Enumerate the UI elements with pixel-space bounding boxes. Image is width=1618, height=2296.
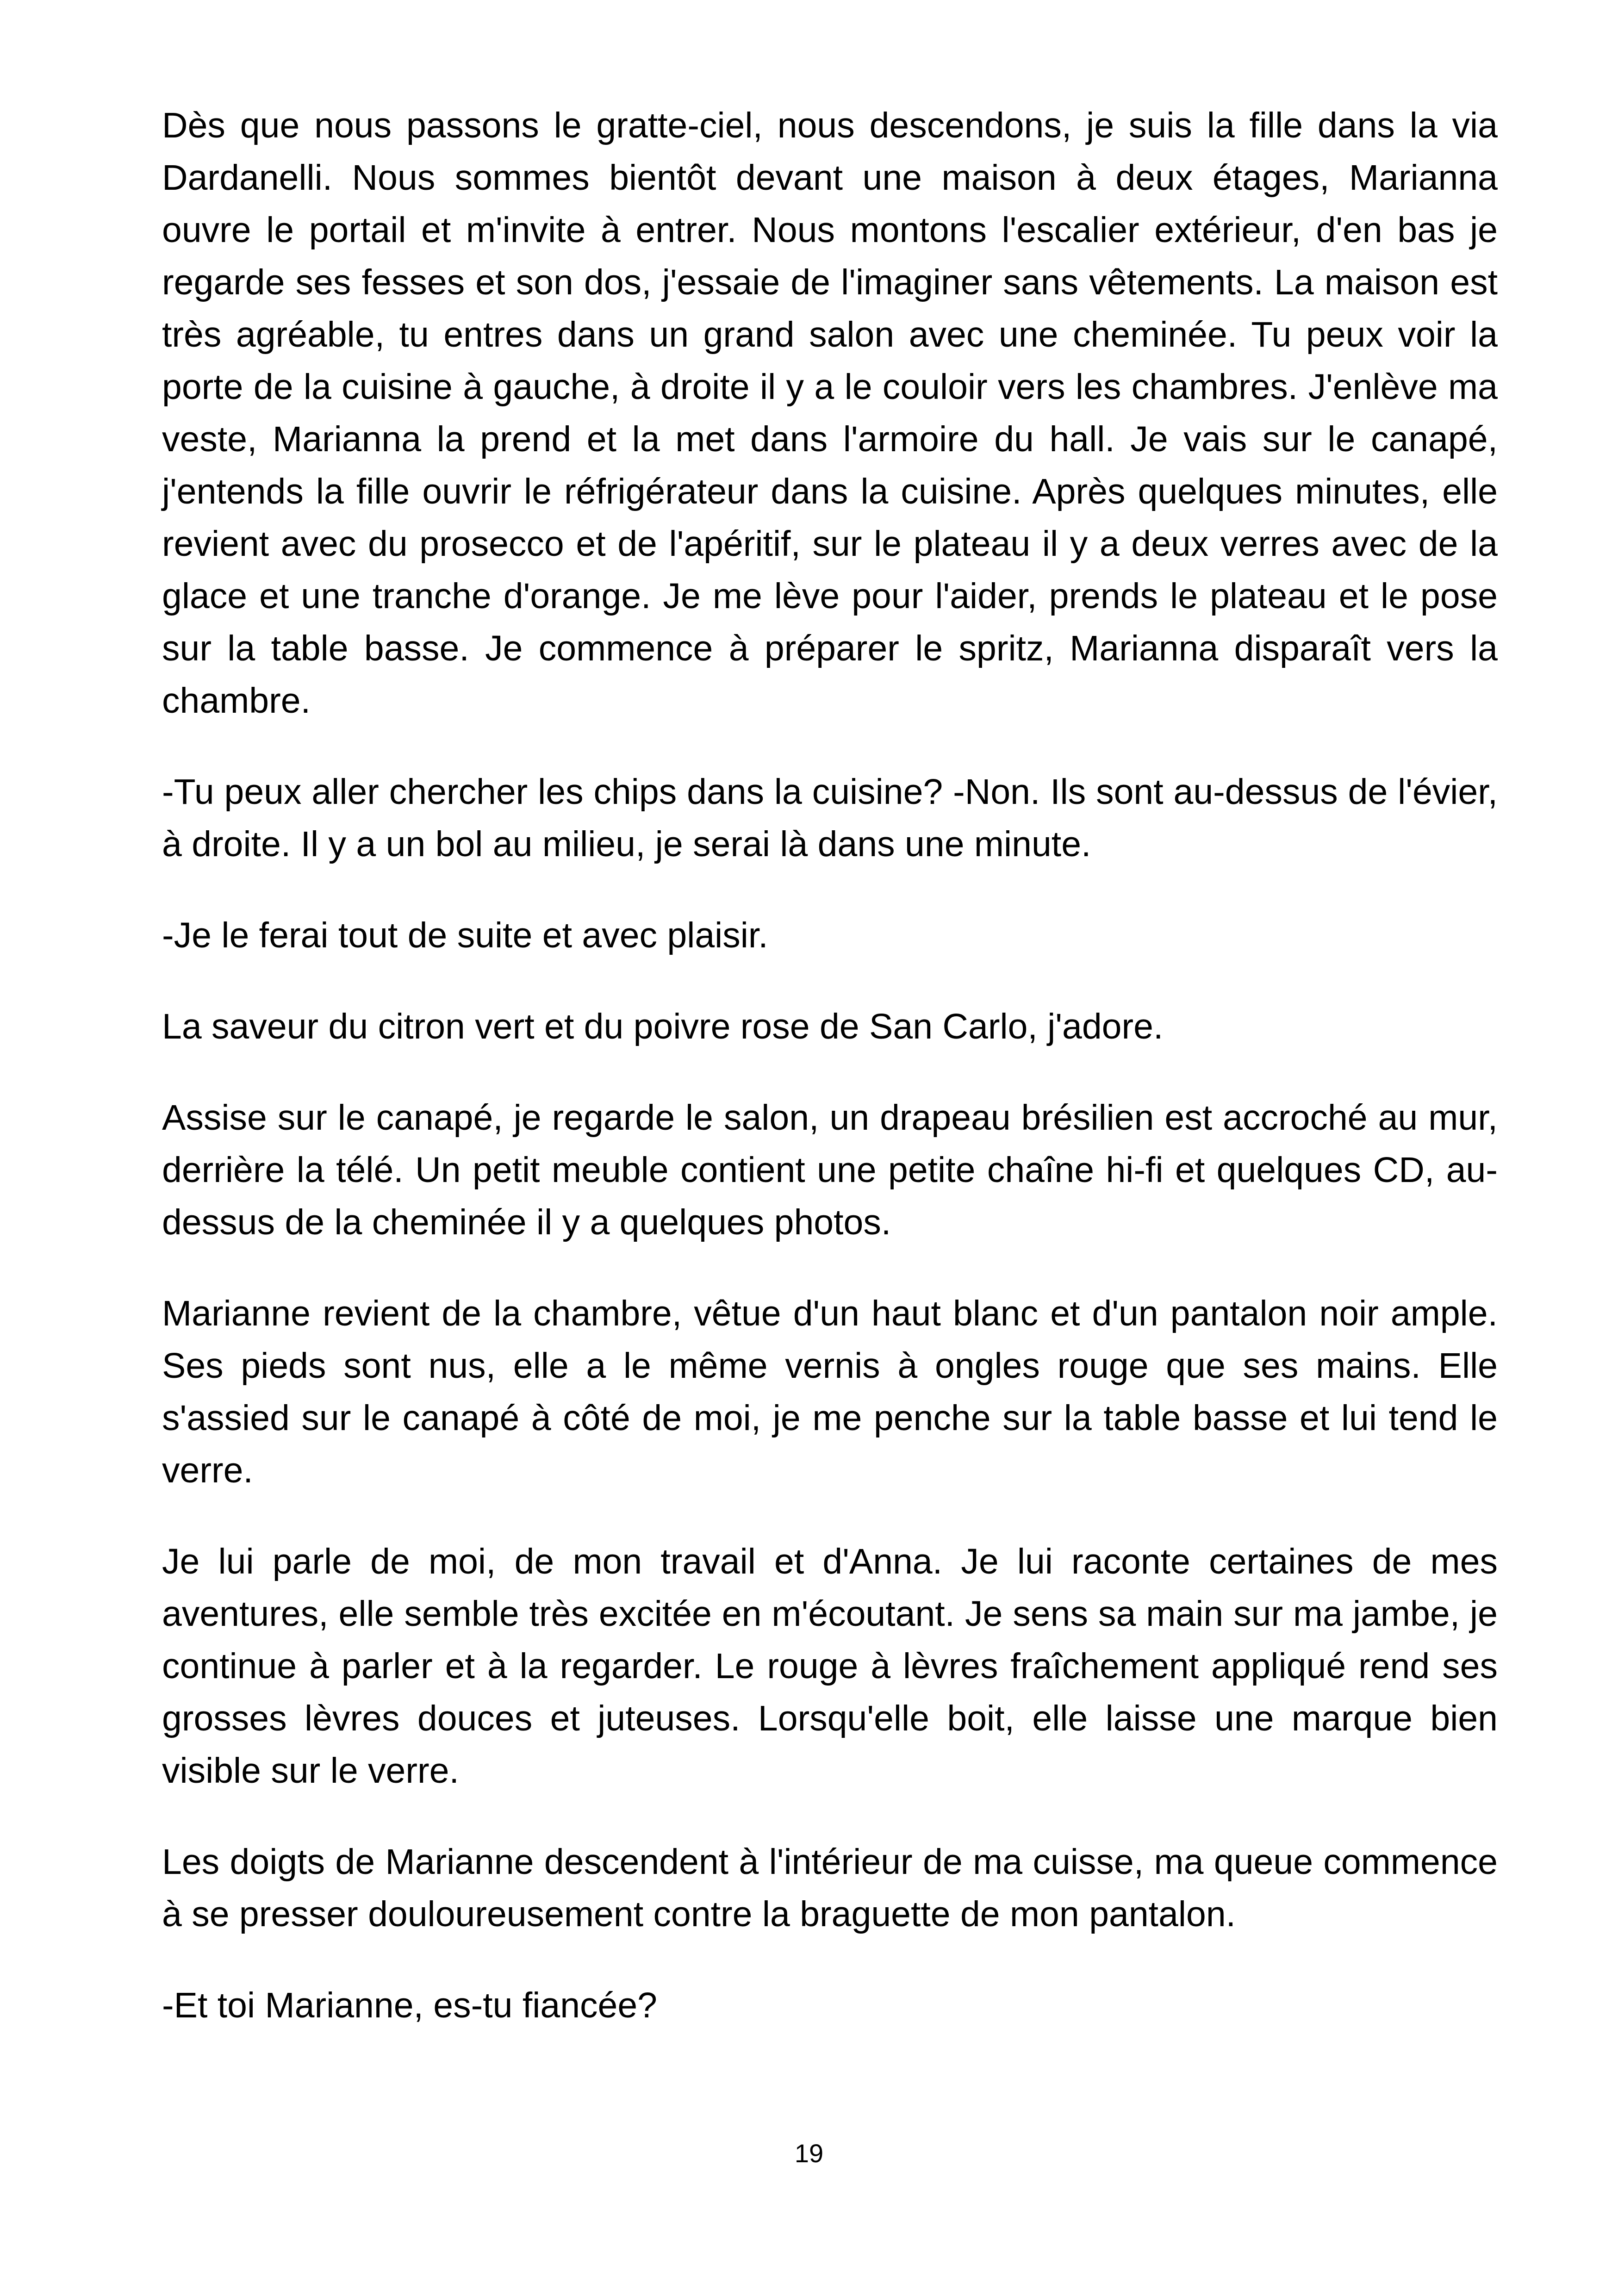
paragraph: Dès que nous passons le gratte-ciel, nous descendons, je suis la fille dans la via Dardanelli. Nous sommes bientôt devant une maison à deux étages, Marianna ouvre le portail et m'invite à entrer. Nous montons l'escalier extérieur, d'en bas je regarde ses fesses et son dos, j'essaie de l'imaginer sans vêtements. La maison est très agréable, tu entres dans un grand salon avec une cheminée. Tu peux voir la porte de la cuisine à gauche, à droite il y a le couloir vers les chambres. J'enlève ma veste, Marianna la prend et la met dans l'armoire du hall. Je vais sur le canapé, j'entends la fille ouvrir le réfrigérateur dans la cuisine. Après quelques minutes, elle revient avec du prosecco et de l'apéritif, sur le plateau il y a deux verres avec de la glace et une tranche d'orange. Je me lève pour l'aider, prends le plateau et le pose sur la table basse. Je commence à préparer le spritz, Marianna disparaît vers la chambre.	[162, 106, 1498, 721]
paragraph: Je lui parle de moi, de mon travail et d'Anna. Je lui raconte certaines de mes aventures, elle semble très excitée en m'écoutant. Je sens sa main sur ma jambe, je continue à parler et à la regarder. Le rouge à lèvres fraîchement appliqué rend ses grosses lèvres douces et juteuses. Lorsqu'elle boit, elle laisse une marque bien visible sur le verre.	[162, 1542, 1498, 1791]
paragraph: -Tu peux aller chercher les chips dans la cuisine? -Non. Ils sont au-dessus de l'évier, à droite. Il y a un bol au milieu, je serai là dans une minute.	[162, 772, 1498, 864]
paragraph: Les doigts de Marianne descendent à l'intérieur de ma cuisse, ma queue commence à se presser douloureusement contre la braguette de mon pantalon.	[162, 1842, 1498, 1934]
paragraph: Marianne revient de la chambre, vêtue d'un haut blanc et d'un pantalon noir ample. Ses pieds sont nus, elle a le même vernis à ongles rouge que ses mains. Elle s'assied sur le canapé à côté de moi, je me penche sur la table basse et lui tend le verre.	[162, 1294, 1498, 1490]
body-text	[162, 100, 1498, 2071]
paragraph: La saveur du citron vert et du poivre rose de San Carlo, j'adore.	[162, 1007, 1164, 1046]
paragraph: Assise sur le canapé, je regarde le salon, un drapeau brésilien est accroché au mur, derrière la télé. Un petit meuble contient une petite chaîne hi-fi et quelques CD, au-dessus de la cheminée il y a quelques photos.	[162, 1098, 1498, 1242]
paragraph: -Et toi Marianne, es-tu fiancée?	[162, 1985, 657, 2025]
page-number: 19	[794, 2139, 824, 2168]
paragraph: -Je le ferai tout de suite et avec plaisir.	[162, 915, 768, 955]
